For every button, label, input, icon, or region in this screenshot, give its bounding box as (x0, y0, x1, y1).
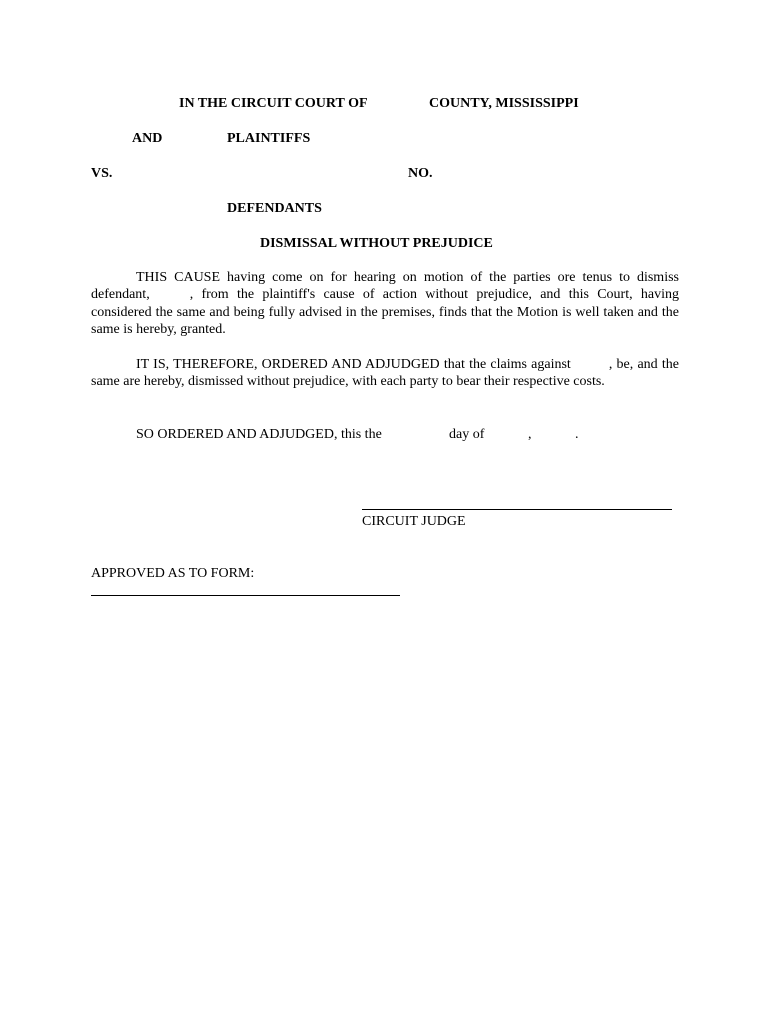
case-number-label: NO. (408, 166, 433, 181)
document-title: DISMISSAL WITHOUT PREJUDICE (260, 236, 493, 251)
paragraph-order (91, 356, 679, 391)
paragraph-motion (91, 269, 679, 338)
county-suffix: COUNTY, MISSISSIPPI (429, 96, 579, 111)
vs-label: VS. (91, 166, 113, 181)
approval-signature-line (91, 595, 400, 596)
date-line-period: . (575, 427, 579, 442)
date-line-prefix: SO ORDERED AND ADJUDGED, this the (136, 427, 382, 442)
date-line-comma: , (528, 427, 532, 442)
and-label: AND (132, 131, 163, 146)
judge-signature-line (362, 509, 672, 510)
defendants-label: DEFENDANTS (227, 201, 322, 216)
plaintiffs-label: PLAINTIFFS (227, 131, 311, 146)
court-name-prefix: IN THE CIRCUIT COURT OF (179, 96, 368, 111)
approval-label: APPROVED AS TO FORM: (91, 566, 255, 581)
date-line-day-of: day of (449, 427, 485, 442)
paragraph-order-text-2: , be, and the same are hereby, dismissed without prejudice, with each party to bear their respective costs. (91, 357, 680, 390)
paragraph-order-text-1: IT IS, THEREFORE, ORDERED AND ADJUDGED that the claims against (136, 357, 571, 372)
paragraph-motion-text-1: THIS CAUSE having come on for hearing on motion of the parties ore tenus to dismiss defendant, (91, 270, 679, 303)
paragraph-motion-text-2: , from the plaintiff's cause of action without prejudice, and this Court, having considered the same and being fully advised in the premises, finds that the Motion is well taken and the same is hereby, granted. (91, 287, 679, 337)
judge-signature-label: CIRCUIT JUDGE (362, 514, 466, 529)
